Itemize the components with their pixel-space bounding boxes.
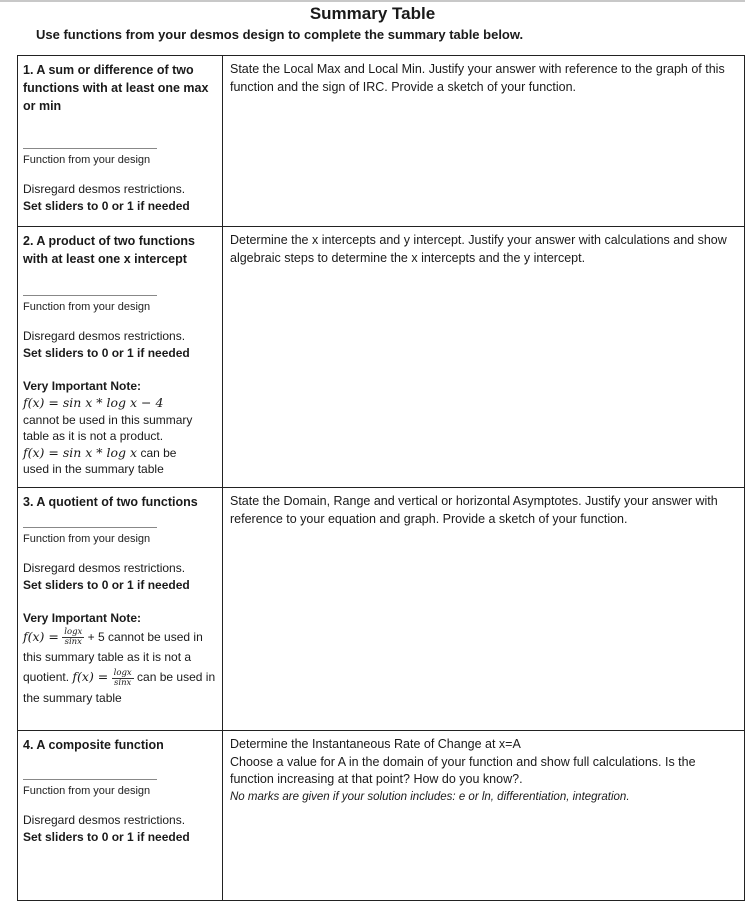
top-border <box>0 0 745 2</box>
row-1-function-line[interactable] <box>23 148 157 149</box>
row-3-sliders-text: Set sliders to 0 or 1 if needed <box>23 578 190 592</box>
row-3-note-fx-2: f(x) = <box>72 669 109 685</box>
row-4-function-label: Function from your design <box>23 785 151 797</box>
row-1-heading: 1. A sum or difference of two functions with at least one max or min <box>23 63 209 113</box>
row-2-note-text-1: cannot be used in this summary table as it is not a product. <box>23 412 193 443</box>
row-1-disregard-text: Disregard desmos restrictions. <box>23 182 186 196</box>
row-3-note-heading: Very Important Note: <box>23 611 142 625</box>
table-row-sum <box>18 56 745 227</box>
table-row-quotient <box>18 488 745 731</box>
row-2-note <box>23 395 217 478</box>
row-3-disregard-text: Disregard desmos restrictions. <box>23 561 186 575</box>
row-2-note-text-2b: used in the summary table <box>23 462 164 476</box>
row-4-instructions-line-1: Determine the Instantaneous Rate of Change at x=A <box>230 737 521 751</box>
row-2-heading: 2. A product of two functions with at least one x intercept <box>23 234 195 266</box>
row-2-left-cell <box>18 227 223 488</box>
row-2-disregard-text: Disregard desmos restrictions. <box>23 329 186 343</box>
row-4-instructions-line-2: Choose a value for A in the domain of your function and show full calculations. Is the function increasing at that point? How do you know?. <box>230 754 696 786</box>
row-4-disregard-text: Disregard desmos restrictions. <box>23 813 186 827</box>
row-3-heading: 3. A quotient of two functions <box>23 495 198 509</box>
row-1-function-label: Function from your design <box>23 154 151 166</box>
row-3-note-can: can <box>137 670 157 685</box>
row-2-right-cell[interactable] <box>223 227 745 488</box>
row-2-note-heading: Very Important Note: <box>23 379 142 393</box>
row-3-function-label: Function from your design <box>23 533 151 545</box>
row-3-note-text-1: cannot be used in this summary table as it is not a quotient. <box>23 630 203 685</box>
row-3-note-text-2: be used in the summary table <box>23 670 216 705</box>
row-3-right-cell[interactable] <box>223 488 745 731</box>
row-3-note-fx-1: f(x) = <box>23 629 59 644</box>
row-2-note-text-2a: can be <box>140 445 177 460</box>
row-3-fraction-2: $\frac{\log x}{\sin x}$ <box>113 667 132 688</box>
row-4-function-line[interactable] <box>23 779 157 780</box>
row-4-right-cell[interactable] <box>223 731 745 901</box>
summary-table <box>17 55 745 901</box>
row-4-heading: 4. A composite function <box>23 738 164 752</box>
row-2-note-expr-1: f(x) = sin x * log x − 4 <box>23 395 164 410</box>
row-3-left-cell <box>18 488 223 731</box>
table-row-product <box>18 227 745 488</box>
page-title: Summary Table <box>309 4 436 23</box>
row-4-instructions-note: No marks are given if your solution includes: e or ln, differentiation, integration. <box>230 790 630 803</box>
row-2-sliders-text: Set sliders to 0 or 1 if needed <box>23 346 190 360</box>
table-row-composite <box>18 731 745 901</box>
row-3-fraction-1: $\frac{\log x}{\sin x}$ <box>64 627 83 648</box>
row-2-function-line[interactable] <box>23 295 157 296</box>
row-2-function-label: Function from your design <box>23 301 151 313</box>
row-1-instructions: State the Local Max and Local Min. Justify your answer with reference to the graph of this function and the sign of IRC. Provide a sketch of your function. <box>230 62 725 94</box>
row-3-function-line[interactable] <box>23 527 157 528</box>
row-4-left-cell <box>18 731 223 901</box>
row-4-instructions <box>223 731 744 805</box>
row-3-note-plus: + 5 <box>87 630 105 644</box>
row-4-sliders-text: Set sliders to 0 or 1 if needed <box>23 830 190 844</box>
row-2-instructions: Determine the x intercepts and y intercept. Justify your answer with calculations and show algebraic steps to determine the x intercepts and the y intercept. <box>230 233 727 265</box>
row-1-right-cell[interactable] <box>223 56 745 227</box>
row-3-note <box>23 627 217 708</box>
page-subtitle: Use functions from your desmos design to complete the summary table below. <box>36 27 524 42</box>
row-1-left-cell <box>18 56 223 227</box>
row-1-sliders-text: Set sliders to 0 or 1 if needed <box>23 199 190 213</box>
row-2-note-expr-2: f(x) = sin x * log x <box>23 444 138 460</box>
row-3-instructions: State the Domain, Range and vertical or horizontal Asymptotes. Justify your answer with reference to your equation and graph. Provide a sketch of your function. <box>230 494 718 526</box>
